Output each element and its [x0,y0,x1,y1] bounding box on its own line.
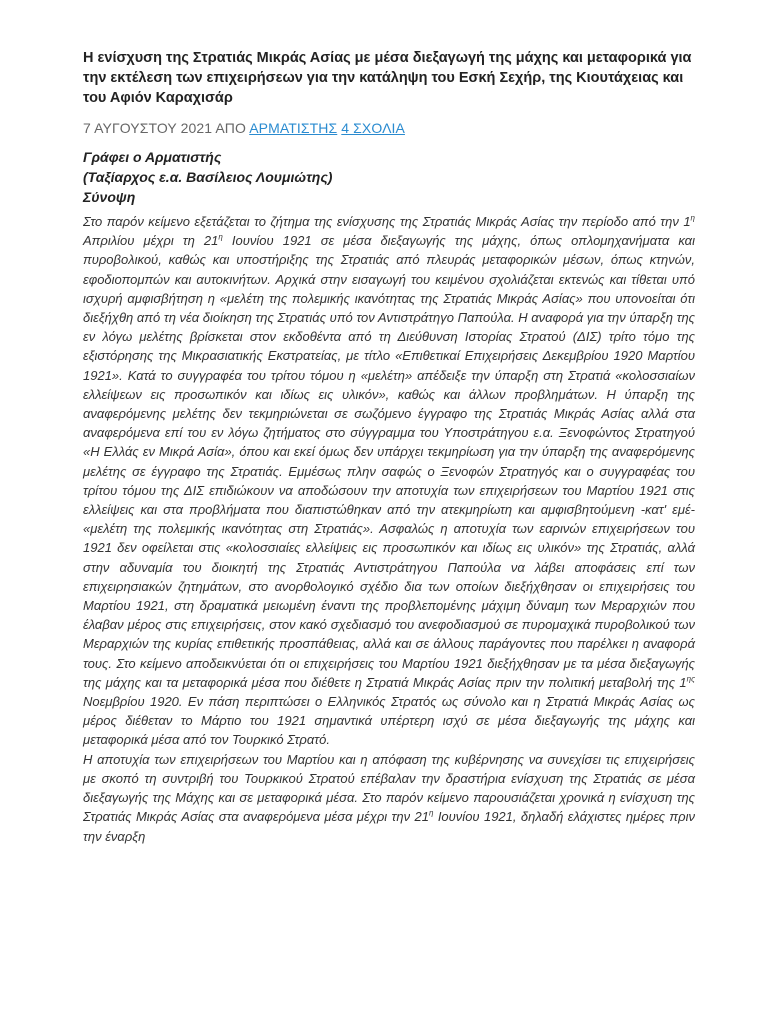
text-run: Η αποτυχία των επιχειρήσεων του Μαρτίου και η απόφαση της κυβέρνησης να συνεχίσει τις επιχειρήσεις με σκοπό τη συντριβή του Τουρκικού Στρατού επέβαλαν την δραστήρια ενίσχυση της Στρατιάς σε μέσα διεξαγωγής της Μάχης και σε μεταφορικά μέσα. Στο παρόν κείμενο παρουσιάζεται χρονικά η ενίσχυση της Στρατιάς Μικράς Ασίας στα αναφερόμενα μέσα μέχρι την 21 [83,751,695,825]
article-title: Η ενίσχυση της Στρατιάς Μικράς Ασίας με μέσα διεξαγωγή της μάχης και μεταφορικά για την εκτέλεση των επιχειρήσεων για την κατάληψη του Εσκή Σεχήρ, της Κιουτάχειας και του Αφιόν Καραχισάρ [83,50,692,106]
paragraph-summary [83,212,695,750]
ordinal-suffix: η [218,232,223,242]
byline-block [83,147,332,207]
article-body [83,212,695,846]
post-date: 7 ΑΥΓΟΥΣΤΟΥ 2021 [83,120,213,136]
text-run: Ιουνίου 1921, δηλαδή ελάχιστες ημέρες πριν την έναρξη [83,809,695,844]
ordinal-suffix: η [690,213,695,223]
article-meta [83,120,405,136]
section-heading: Σύνοψη [83,189,136,205]
by-label: ΑΠΟ [215,120,246,136]
text-run: Στο παρόν κείμενο εξετάζεται το ζήτημα της ενίσχυσης της Στρατιάς Μικράς Ασίας την περίοδο από την 1 [83,214,691,229]
author-link[interactable]: ΑΡΜΑΤΙΣΤΗΣ [249,120,338,136]
ordinal-suffix: η [428,808,434,818]
text-run: Ιουνίου 1921 σε μέσα διεξαγωγής της μάχης, όπως οπλομηχανήματα και πυροβολικού, καθώς και υποστήριξης της Στρατιάς από πλευράς μεταφορικών μέσων, όπως κτηνών, εφοδιοπομπών και αυτοκινήτων. Αρχικά στην εισαγωγή του κειμένου σχολιάζεται εκτενώς και τίθεται υπό ισχυρή αμφισβήτηση η «μελέτη της πολεμικής ικανότητας της Στρατιάς Μικράς Ασίας» που υπονοείται ότι διεξήχθη από τη νέα διοίκηση της Στρατιάς υπό τον Αντιστράτηγο Παπούλα. Η αναφορά για την ύπαρξη της εν λόγω μελέτης βρίσκεται στον εκδοθέντα από τη Διεύθυνση Ιστορίας Στρατού (ΔΙΣ) τρίτο τόμο της εξιστόρησης της Μικρασιατικής Εκστρατείας, με τίτλο «Επιθετικαί Επιχειρήσεις Δεκεμβρίου 1920 Μαρτίου 1921». Κατά το συγγραφέα του τρίτου τόμου η «μελέτη» απέδειξε την ύπαρξη στη Στρατιά «κολοσσιαίων ελλείψεων εις προσωπικόν και ιδίως εις υλικόν», καθώς και άλλων προβλημάτων. Η ύπαρξη της αναφερόμενης μελέτης δεν τεκμηριώνεται σε σωζόμενο έγγραφο της Στρατιάς Μικράς Ασίας αλλά στα αναφερόμενα επί του εν λόγω ζητήματος στο σύγγραμμα του Υποστράτηγου ε.α. Ξενοφώντος Στρατηγού «Η Ελλάς εν Μικρά Ασία», όπου και εκεί όμως δεν υπάρχει τεκμηρίωση για την ύπαρξη της αναφερόμενης μελέτης σε έγγραφο της Στρατιάς. Εμμέσως πλην σαφώς ο Ξενοφών Στρατηγός και ο συγγραφέας του τρίτου τόμου της ΔΙΣ επιδιώκουν να αποδώσουν την αποτυχία των επιχειρήσεων του Μαρτίου 1921 στις ελλείψεις και στα προβλήματα που διαπιστώθηκαν από την ατεκμηρίωτη και αμφισβητούμενη -κατ' εμέ- «μελέτη της πολεμικής ικανότητας στη Στρατιάς». Ασφαλώς η αποτυχία των εαρινών επιχειρήσεων του 1921 δεν οφείλεται στις «κολοσσιαίες ελλείψεις εις προσωπικόν και ιδίως εις υλικόν» της Στρατιάς, αλλά στην αδυναμία του διοικητή της Στρατιάς Αντιστράτηγου Παπούλα να λάβει αποφάσεις επί των επιχειρησιακών ζητημάτων, στο ανορθολογικό σχέδιο δια των οποίων διεξήχθησαν οι επιχειρήσεις του Μαρτίου 1921, στη δραματικά μειωμένη έναντι της προβλεπομένης μάχιμη δύναμη των Μεραρχιών που έλαβαν μέρος στις επιχειρήσεις, στον κακό σχεδιασμό του ανεφοδιασμού σε πυρομαχικά πυροβολικού των Μεραρχιών της κυρίας επιθετικής προσπάθειας, αλλά και σε άλλους παράγοντες που παρέλκει η αναφορά τους. Στο κείμενο αποδεικνύεται ότι οι επιχειρήσεις του Μαρτίου 1921 διεξήχθησαν με τα μέσα διεξαγωγής της μάχης και τα μεταφορικά μέσα που διέθετε η Στρατιά Μικράς Ασίας πριν την πολιτική μεταβολή της 1 [83,233,695,690]
comments-link[interactable]: 4 ΣΧΟΛΙΑ [341,120,405,136]
byline-writer: Γράφει ο Αρματιστής [83,149,222,165]
paragraph-reinforcement [83,750,695,846]
text-run: Νοεμβρίου 1920. Εν πάση περιπτώσει ο Ελληνικός Στρατός ως σύνολο και η Στρατιά Μικράς Ασίας ως μέρος διέθεταν το Μάρτιο του 1921 σημαντικά υπέρτερη ισχύ σε μέσα διεξαγωγής της μάχης και μεταφορικά μέσα από τον Τουρκικό Στρατό. [83,694,695,748]
ordinal-suffix: ης [686,674,695,684]
text-run: Απριλίου μέχρι τη 21 [83,233,219,249]
byline-rank: (Ταξίαρχος ε.α. Βασίλειος Λουμιώτης) [83,169,333,185]
